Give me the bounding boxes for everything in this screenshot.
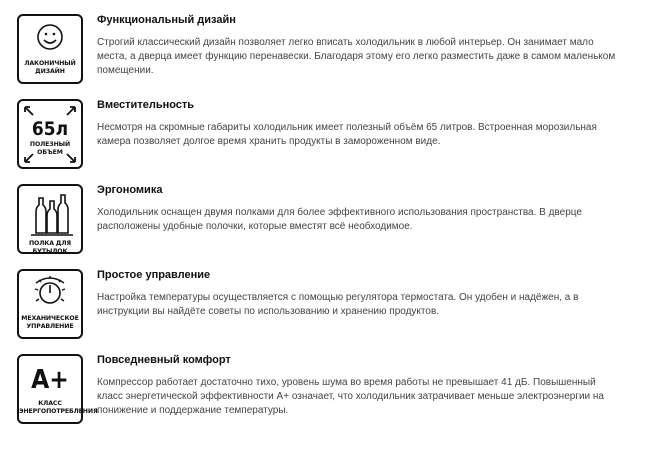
badge-label-line: ДИЗАЙН xyxy=(35,67,65,75)
badge-volume-value: 65л xyxy=(31,118,69,140)
badge-label-line: МЕХАНИЧЕСКОЕ xyxy=(21,315,79,322)
badge-label-line: ПОЛКА ДЛЯ БУТЫЛОК xyxy=(28,240,72,255)
badge-laconic-design xyxy=(17,14,83,84)
feature-capacity xyxy=(17,99,637,171)
badge-bottle-shelf xyxy=(17,184,83,254)
badge-label-line: ПОЛЕЗНЫЙ ОБЪЕМ xyxy=(29,141,71,156)
feature-description: Компрессор работает достаточно тихо, уровень шума во время работы не превышает 41 дБ. Повышенный класс энергетической эффективности А+ означает, что холодильник затрачивает меньше электроэнергии на понижение и поддержание температуры. xyxy=(97,377,604,416)
badge-energy-class xyxy=(17,354,98,424)
badge-label-line: ЭНЕРГОПОТРЕБЛЕНИЯ xyxy=(19,407,98,415)
badge-energy-value: A+ xyxy=(31,365,69,395)
badge-mechanical-control xyxy=(17,269,83,339)
feature-ergonomics xyxy=(17,184,637,256)
dial-icon xyxy=(19,271,85,341)
badge-label-line: ЛАКОНИЧНЫЙ xyxy=(24,60,76,67)
badge-useful-volume xyxy=(17,99,83,169)
feature-everyday-comfort xyxy=(17,354,637,426)
feature-simple-control xyxy=(17,269,637,341)
feature-title: Простое управление xyxy=(97,269,211,281)
badge-label-line: УПРАВЛЕНИЕ xyxy=(26,322,74,330)
feature-description: Холодильник оснащен двумя полками для более эффективного использования пространства. В дверце расположены удобные полочки, которые вместят всё необходимое. xyxy=(97,207,582,232)
feature-title: Функциональный дизайн xyxy=(97,14,236,26)
feature-description: Строгий классический дизайн позволяет легко вписать холодильник в любой интерьер. Он занимает мало места, а дверца имеет функцию перенавески. Благодаря этому его легко разместить даже в самом маленьком помещении. xyxy=(97,37,616,76)
badge-label-line: КЛАСС xyxy=(38,400,62,407)
feature-functional-design xyxy=(17,14,637,86)
feature-title: Повседневный комфорт xyxy=(97,354,231,366)
feature-title: Эргономика xyxy=(97,184,163,196)
feature-title: Вместительность xyxy=(97,99,195,111)
feature-description: Несмотря на скромные габариты холодильник имеет полезный объём 65 литров. Встроенная морозильная камера позволяет долгое время хранить продукты в замороженном виде. xyxy=(97,122,597,147)
feature-description: Настройка температуры осуществляется с помощью регулятора термостата. Он удобен и надёжен, а в инструкции вы найдёте советы по использованию и хранению продуктов. xyxy=(97,292,579,317)
smiley-icon xyxy=(19,16,85,86)
